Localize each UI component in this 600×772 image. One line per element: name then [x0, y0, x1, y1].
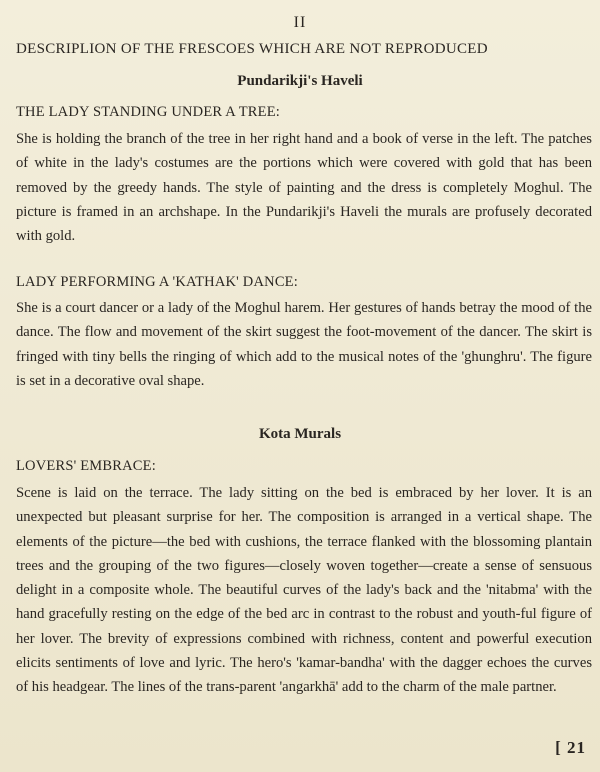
- page-number: [ 21: [555, 738, 586, 757]
- appendix-number: II: [293, 14, 307, 31]
- paragraph-lady-under-tree: She is holding the branch of the tree in her right hand and a book of verse in the left. The patches of white in the lady's costumes are the portions which were covered with gold that has been removed by the greedy hands. The style of painting and the dress is completely Moghul. The picture is framed in an archshape. In the Pundarikji's Haveli the murals are profusely decorated with gold.: [16, 131, 592, 245]
- subhead-lovers-embrace: LOVERS' EMBRACE:: [16, 458, 156, 474]
- section-title-pundarikji-haveli: Pundarikji's Haveli: [237, 73, 363, 89]
- subhead-kathak-dance: LADY PERFORMING A 'KATHAK' DANCE:: [16, 274, 298, 290]
- section-title-kota-murals: Kota Murals: [258, 426, 342, 442]
- subhead-lady-under-tree: THE LADY STANDING UNDER A TREE:: [16, 104, 281, 120]
- page-heading: DESCRIPLION OF THE FRESCOES WHICH ARE NOT REPRODUCED: [16, 41, 488, 57]
- paragraph-kathak-dance: She is a court dancer or a lady of the Moghul harem. Her gestures of hands betray the mood of the dance. The flow and movement of the skirt suggest the foot-movement of the dancer. The skirt is fringed with tiny bells the ringing of which add to the musical notes of the 'ghunghru'. The figure is set in a decorative oval shape.: [16, 300, 592, 389]
- paragraph-lovers-embrace: Scene is laid on the terrace. The lady sitting on the bed is embraced by her lover. It is an unexpected but pleasant surprise for her. The composition is arranged in a vertical shape. The elements of the picture—the bed with cushions, the terrace flanked with the blossoming plantain trees and the grouping of the two figures—closely woven together—create a sense of sensuous delight in a composite whole. The beautiful curves of the lady's back and the 'nitabma' with the hand gracefully resting on the edge of the bed arc in contrast to the robust and youth-ful figure of her lover. The brevity of expressions combined with richness, content and powerful execution elicits sentiments of love and lyric. The hero's 'kamar-bandha' with the dagger echoes the curves of his headgear. The lines of the trans-parent 'angarkhā' add to the charm of the male partner.: [16, 485, 592, 696]
